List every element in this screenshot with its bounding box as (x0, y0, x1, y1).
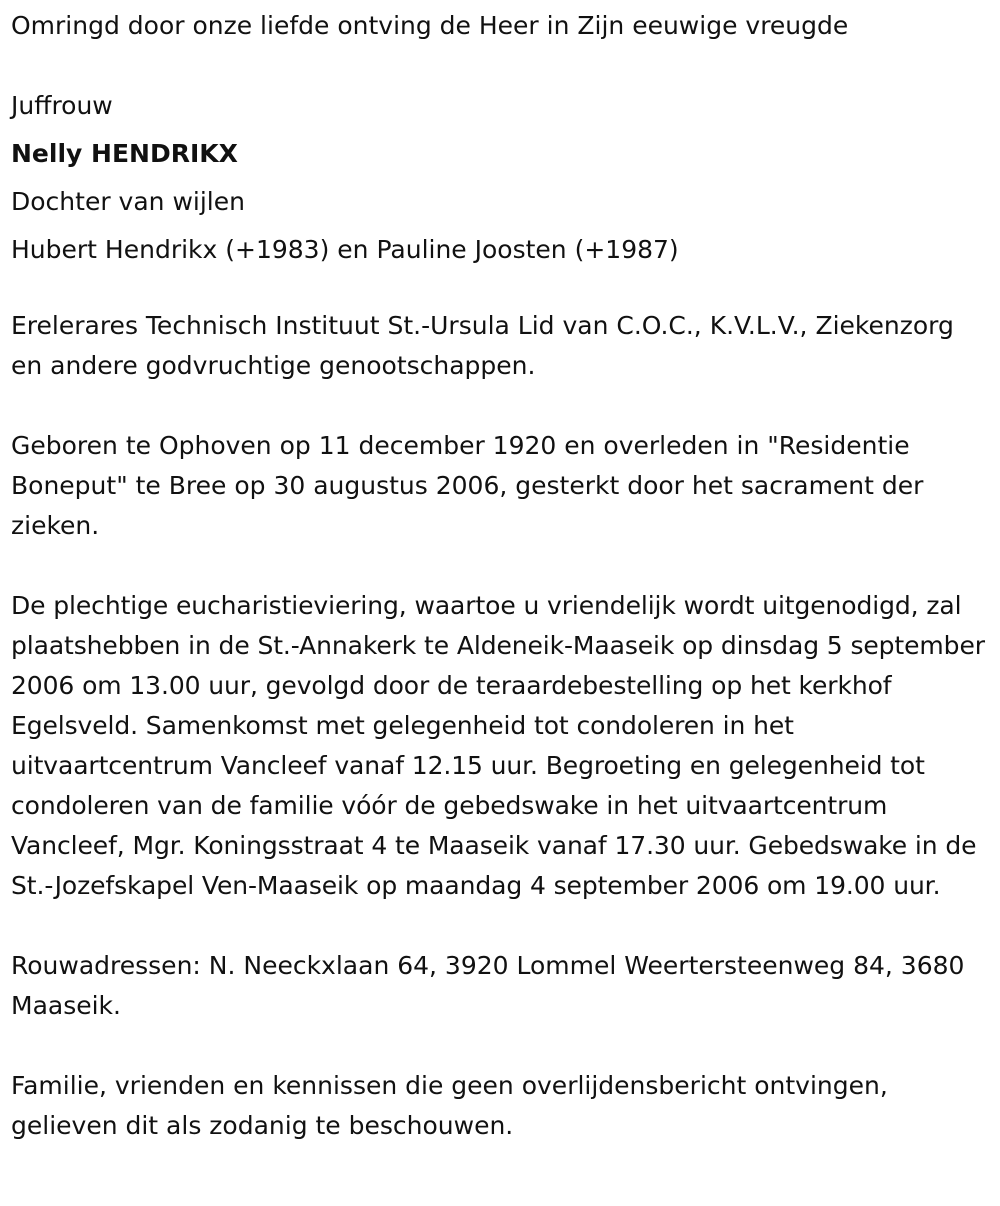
spacer (11, 386, 990, 426)
birth-death-paragraph: Geboren te Ophoven op 11 december 1920 en overleden in "Residentie Boneput" te Bree op 30 augustus 2006, gesterkt door het sacrament der zieken. (11, 431, 924, 540)
addresses-paragraph: Rouwadressen: N. Neeckxlaan 64, 3920 Lommel Weertersteenweg 84, 3680 Maaseik. (11, 951, 965, 1020)
parents-line: Hubert Hendrikx (+1983) en Pauline Joosten (+1987) (11, 235, 679, 264)
spacer (11, 906, 990, 946)
spacer (11, 50, 990, 82)
closing-paragraph: Familie, vrienden en kennissen die geen overlijdensbericht ontvingen, gelieven dit als zodanig te beschouwen. (11, 1071, 888, 1140)
deceased-name: Nelly HENDRIKX (11, 139, 238, 168)
opening-line: Omringd door onze liefde ontving de Heer in Zijn eeuwige vreugde (11, 11, 849, 40)
spacer (11, 1026, 990, 1066)
spacer (11, 274, 990, 306)
relation-line: Dochter van wijlen (11, 187, 245, 216)
memberships-paragraph: Erelerares Technisch Instituut St.-Ursula Lid van C.O.C., K.V.L.V., Ziekenzorg en andere godvruchtige genootschappen. (11, 311, 954, 380)
deceased-title: Juffrouw (11, 91, 113, 120)
ceremony-paragraph: De plechtige eucharistieviering, waartoe u vriendelijk wordt uitgenodigd, zal plaatshebben in de St.-Annakerk te Aldeneik-Maaseik op dinsdag 5 september 2006 om 13.00 uur, gevolgd door de teraardebestelling op het kerkhof Egelsveld. Samenkomst met gelegenheid tot condoleren in het uitvaartcentrum Vancleef vanaf 12.15 uur. Begroeting en gelegenheid tot condoleren van de familie vóór de gebedswake in het uitvaartcentrum Vancleef, Mgr. Koningsstraat 4 te Maaseik vanaf 17.30 uur. Gebedswake in de St.-Jozefskapel Ven-Maaseik op maandag 4 september 2006 om 19.00 uur. (11, 591, 985, 900)
spacer (11, 546, 990, 586)
